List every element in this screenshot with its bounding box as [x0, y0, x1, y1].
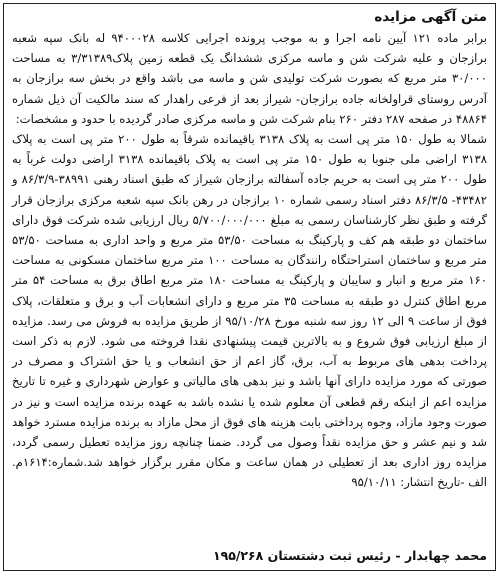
- notice-paragraph-details: شمالا به طول ۱۵۰ متر پی است به پلاک ۳۱۳۸ باقیمانده شرقاً به طول ۲۰۰ متر پی است به پلاک ۳۱۳۸ اراضی ملی جنوبا به طول ۱۵۰ متر پی است به پلاک باقیمانده ۳۱۳۸ اراضی دولت غرباً به طول ۲۰۰ متر پی است به حریم جاده آسفالته برازجان شیراز که طبق اسناد رهنی ۳۸۹۹۱-۸۶/۳/۹ و ۴۳۴۸۲- ۸۶/۳/۵ دفتر اسناد رسمی شماره ۱۰ برازجان در رهن بانک سپه شعبه مرکزی برازجان قرار گرفته و طبق نظر کارشناسان رسمی به مبلغ ۵/۷۰۰/۰۰۰/۰۰۰ ریال ارزیابی شده شرکت فوق دارای ساختمان دو طبقه هم کف و پارکینگ به مساحت ۵۳/۵۰ متر مربع و واحد اداری به مساحت ۵۳/۵۰ متر مربع و ساختمان استراحتگاه رانندگان به مساحت ۱۰۰ متر مربع ساختمان مسکونی به مساحت ۱۶۰ متر مربع و انبار و سایبان و پارکینگ به مساحت ۱۸۰ متر مربع اطاق برق به مساحت ۵۴ متر مربع اطاق کنترل دو طبقه به مساحت ۳۵ متر مربع و دارای انشعابات آب و برق و متعلقات، پلاک فوق از ساعت ۹ الی ۱۲ روز سه شنبه مورخ ۹۵/۱۰/۲۸ از طریق مزایده به فروش می رسد. مزایده از مبلغ ارزیابی فوق شروع و به بالاترین قیمت پیشنهادی نقدا فروخته می شود. لازم به ذکر است پرداخت بدهی های مربوط به آب، برق، گاز اعم از حق انشعاب و یا حق اشتراک و مصرف در صورتی که مورد مزایده دارای آنها باشد و نیز بدهی های مالیاتی و عوارض شهرداری و غیره تا تاریخ مزایده اعم از اینکه رقم قطعی آن معلوم شده یا نشده باشد به عهده برنده مزایده است و نیز در صورت وجود مازاد، وجوه پرداختی بابت هزینه های فوق از محل مازاد به برنده مزایده مسترد خواهد شد و نیم عشر و حق مزایده نقداً وصول می گردد. ضمنا چنانچه روز مزایده تعطیل رسمی گردد، مزایده روز اداری بعد از تعطیلی در همان ساعت و مکان مقرر برگزار خواهد شد.شماره:۱۶۱۴م. الف -تاریخ انتشار: ۹۵/۱۰/۱۱: [12, 132, 488, 490]
- notice-paragraph-intro: برابر ماده ۱۲۱ آیین نامه اجرا و به موجب پرونده اجرایی کلاسه ۹۴۰۰۰۲۸ له بانک سپه شعبه برازجان و علیه شرکت شن و ماسه مرکزی ششدانگ یک قطعه زمین پلاک۳/۳۱۳۸۹ به مساحت ۳۰/۰۰۰ متر مربع که بصورت شرکت تولیدی شن و ماسه می باشد واقع در بخش سه برازجان به آدرس روستای قراولخانه جاده برازجان- شیراز بعد از فرعی راهدار که سند مالکیت آن ذیل شماره ۴۸۸۶۴ در صفحه ۲۸۷ دفتر ۲۶۰ بنام شرکت شن و ماسه مرکزی صادر گردیده با حدود و مشخصات:: [12, 31, 487, 126]
- notice-signature: محمد چهابدار - رئیس ثبت دشتستان ۱۹۵/۲۶۸: [212, 548, 487, 563]
- notice-frame: [3, 3, 496, 571]
- notice-title: متن آگهی مزایده: [374, 9, 487, 25]
